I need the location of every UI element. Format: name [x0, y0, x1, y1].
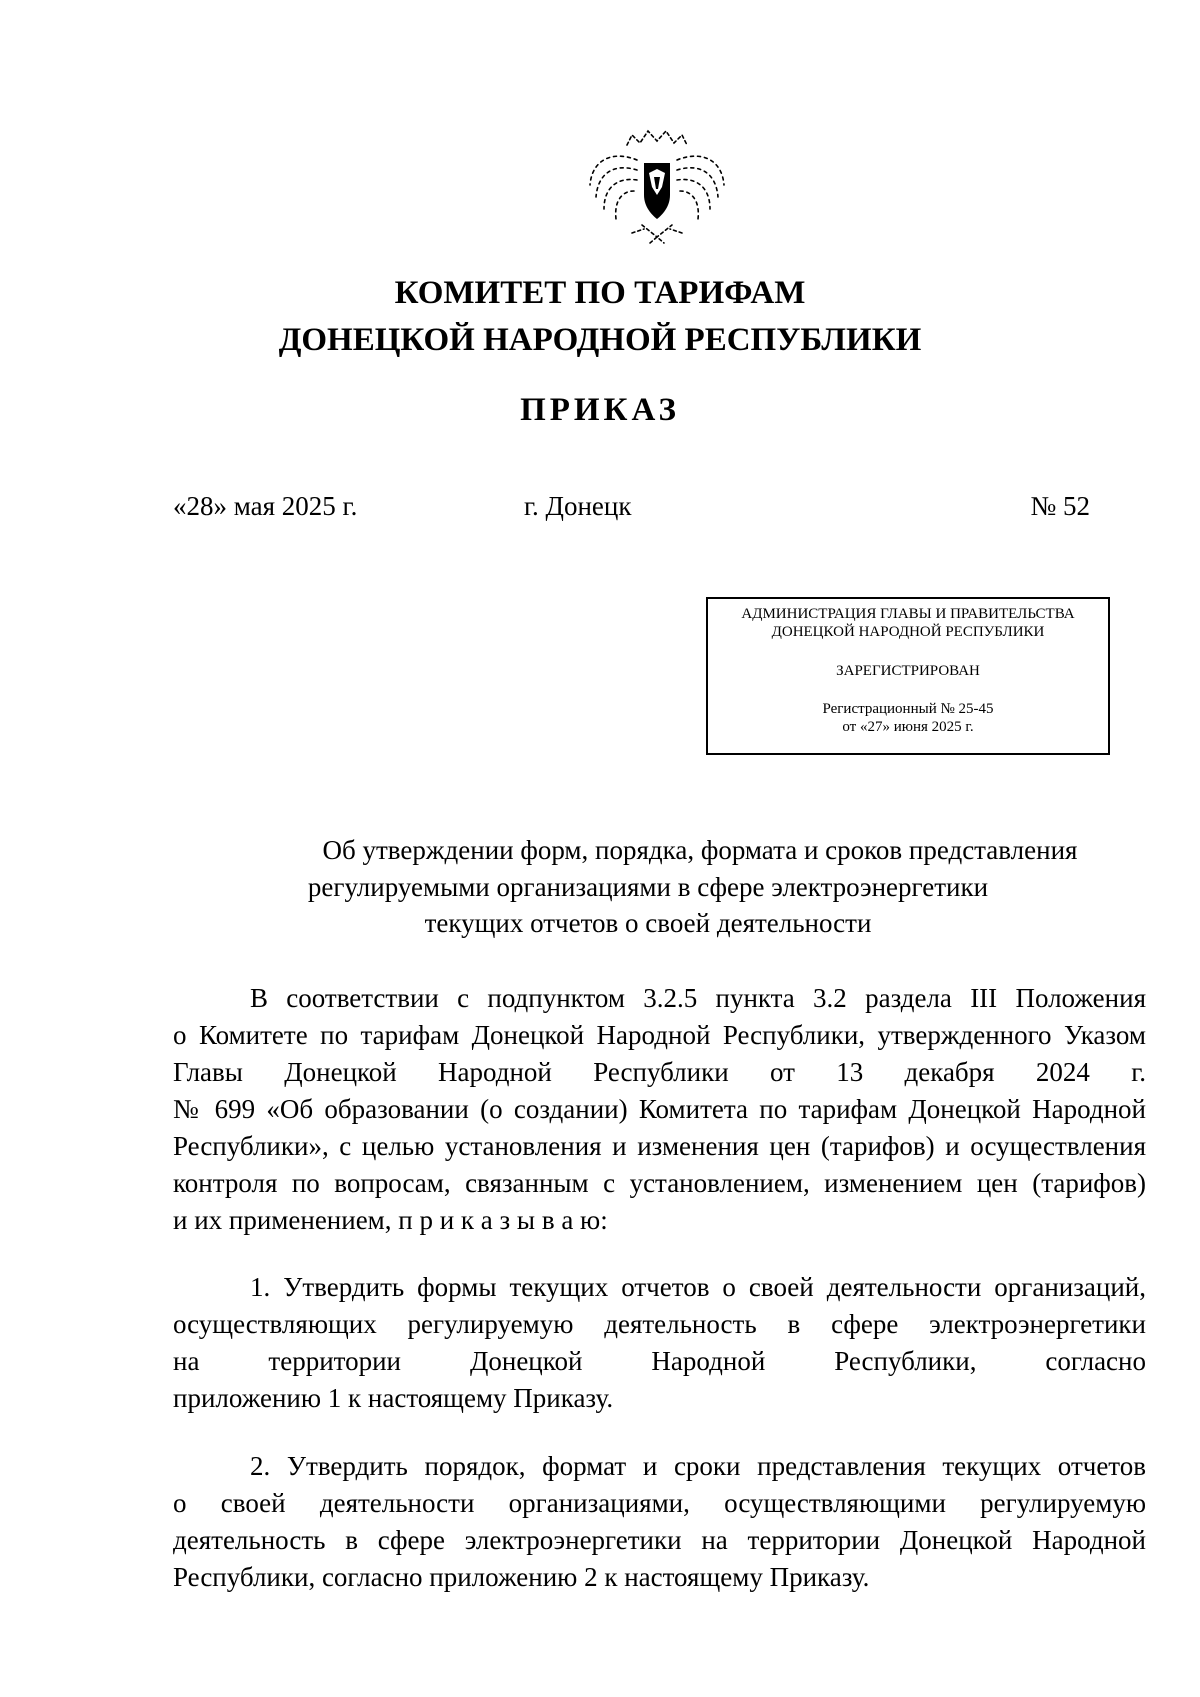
item-1-paragraph — [173, 1269, 1146, 1417]
organization-name-line2: ДОНЕЦКОЙ НАРОДНОЙ РЕСПУБЛИКИ — [278, 322, 922, 358]
paragraph-line: и их применением, п р и к а з ы в а ю: — [173, 1205, 608, 1235]
order-date: «28» мая 2025 г. — [173, 491, 358, 521]
item-2-paragraph — [173, 1448, 1146, 1596]
subject-line3: текущих отчетов о своей деятельности — [424, 908, 872, 938]
paragraph-line: о своей деятельности организациями, осуществляющими регулируемую — [173, 1488, 1146, 1518]
paragraph-line: на территории Донецкой Народной Республики, согласно — [173, 1346, 1146, 1376]
paragraph-line: В соответствии с подпунктом 3.2.5 пункта 3.2 раздела III Положения — [250, 983, 1146, 1013]
paragraph-line: 2. Утвердить порядок, формат и сроки представления текущих отчетов — [250, 1451, 1146, 1481]
paragraph-line: осуществляющих регулируемую деятельность в сфере электроэнергетики — [173, 1309, 1146, 1339]
order-city: г. Донецк — [524, 491, 632, 521]
subject-line2: регулируемыми организациями в сфере электроэнергетики — [307, 872, 989, 902]
paragraph-line: о Комитете по тарифам Донецкой Народной Республики, утвержденного Указом — [173, 1020, 1146, 1050]
organization-name-line1: КОМИТЕТ ПО ТАРИФАМ — [394, 275, 806, 311]
coat-of-arms-icon — [582, 125, 732, 250]
document-type-title: ПРИКАЗ — [520, 392, 680, 428]
stamp-status: ЗАРЕГИСТРИРОВАН — [836, 663, 980, 679]
registration-stamp — [706, 597, 1110, 755]
subject-line1: Об утверждении форм, порядка, формата и сроков представления — [322, 835, 1078, 865]
order-number: № 52 — [1030, 491, 1090, 521]
stamp-reg-date: от «27» июня 2025 г. — [842, 719, 974, 735]
stamp-authority-line2: ДОНЕЦКОЙ НАРОДНОЙ РЕСПУБЛИКИ — [771, 624, 1045, 640]
paragraph-line: контроля по вопросам, связанным с установлением, изменением цен (тарифов) — [173, 1168, 1146, 1198]
paragraph-line: Главы Донецкой Народной Республики от 13 декабря 2024 г. — [173, 1057, 1146, 1087]
paragraph-line: приложению 1 к настоящему Приказу. — [173, 1383, 614, 1413]
paragraph-line: Республики, согласно приложению 2 к настоящему Приказу. — [173, 1562, 870, 1592]
paragraph-line: Республики», с целью установления и изменения цен (тарифов) и осуществления — [173, 1131, 1146, 1161]
preamble-paragraph — [173, 980, 1146, 1239]
paragraph-line: деятельность в сфере электроэнергетики на территории Донецкой Народной — [173, 1525, 1146, 1555]
paragraph-line: 1. Утвердить формы текущих отчетов о своей деятельности организаций, — [250, 1272, 1146, 1302]
stamp-reg-number: Регистрационный № 25-45 — [822, 701, 994, 717]
paragraph-line: № 699 «Об образовании (о создании) Комитета по тарифам Донецкой Народной — [173, 1094, 1146, 1124]
stamp-authority-line1: АДМИНИСТРАЦИЯ ГЛАВЫ И ПРАВИТЕЛЬСТВА — [741, 606, 1075, 622]
